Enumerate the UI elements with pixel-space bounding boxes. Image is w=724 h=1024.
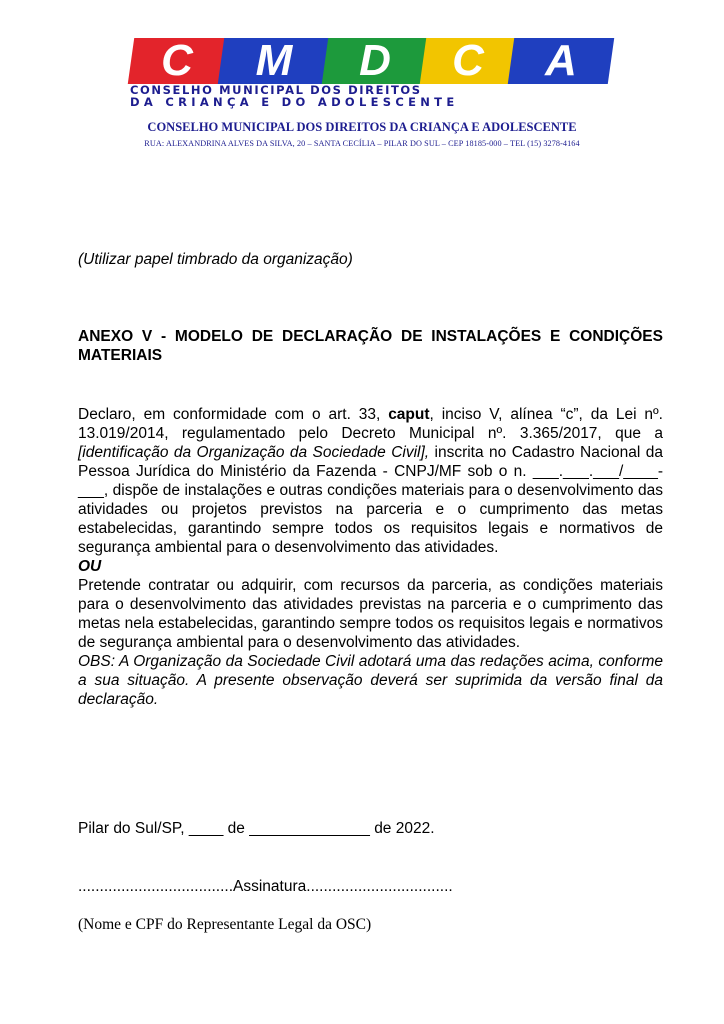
logo-letter-c2: C bbox=[452, 36, 484, 85]
declaration-paragraph-1 bbox=[78, 405, 663, 557]
annex-heading: ANEXO V - MODELO DE DECLARAÇÃO DE INSTALAÇÕES E CONDIÇÕES MATERIAIS bbox=[78, 328, 663, 364]
declaration-body bbox=[78, 405, 663, 709]
para1-text-a: Declaro, em conformidade com o art. 33, bbox=[78, 406, 389, 423]
or-separator: OU bbox=[78, 558, 102, 575]
logo-subtitle-line1: CONSELHO MUNICIPAL DOS DIREITOS bbox=[130, 83, 422, 97]
para1-text-c: inscrita no Cadastro Nacional da Pessoa Jurídica do Ministério da Fazenda - CNPJ/MF sob o n. ___.___.___/____-___, dispõe de instalações e outras condições materiais para o desenvolvimento das atividades ou projetos previstos na parceria e o cumprimento das metas estabelecidas, garantindo sempre todos os requisitos legais e normativos de segurança ambiental para o desenvolvimento das atividades. bbox=[78, 444, 663, 556]
logo-letter-blocks bbox=[127, 38, 612, 84]
signature-line: ....................................Assinatura.................................. bbox=[78, 878, 453, 895]
para1-placeholder: [identificação da Organização da Sociedade Civil], bbox=[78, 444, 430, 461]
observation-note: OBS: A Organização da Sociedade Civil adotará uma das redações acima, conforme a sua situação. A presente observação deverá ser suprimida da versão final da declaração. bbox=[78, 653, 663, 708]
representative-name-line: (Nome e CPF do Representante Legal da OSC) bbox=[78, 916, 372, 933]
letterhead-instruction: (Utilizar papel timbrado da organização) bbox=[78, 251, 353, 268]
logo-letter-d: D bbox=[359, 36, 391, 85]
council-name: CONSELHO MUNICIPAL DOS DIREITOS DA CRIANÇA E ADOLESCENTE bbox=[147, 120, 577, 134]
declaration-paragraph-2: Pretende contratar ou adquirir, com recursos da parceria, as condições materiais para o desenvolvimento das atividades previstas na parceria e o cumprimento das metas nela estabelecidas, garantindo sempre todos os requisitos legais e normativos de segurança ambiental para o desenvolvimento das atividades. bbox=[78, 577, 663, 651]
logo-letter-m: M bbox=[255, 36, 293, 85]
para1-text-b: , inciso V, alínea “c”, da Lei nº. 13.019/2014, regulamentado pelo Decreto Municipal nº. 3.365/2017, que a bbox=[78, 406, 663, 442]
logo-letter-c1: C bbox=[161, 36, 193, 85]
cmdca-logo bbox=[127, 38, 612, 108]
logo-letter-a: A bbox=[545, 36, 577, 85]
council-address: RUA: ALEXANDRINA ALVES DA SILVA, 20 – SANTA CECÍLIA – PILAR DO SUL – CEP 18185-000 – TEL (15) 3278-4164 bbox=[144, 139, 580, 148]
para1-caput: caput bbox=[388, 406, 430, 423]
date-line: Pilar do Sul/SP, ____ de ______________ de 2022. bbox=[78, 820, 435, 837]
logo-subtitle-line2: DA CRIANÇA E DO ADOLESCENTE bbox=[130, 95, 459, 109]
